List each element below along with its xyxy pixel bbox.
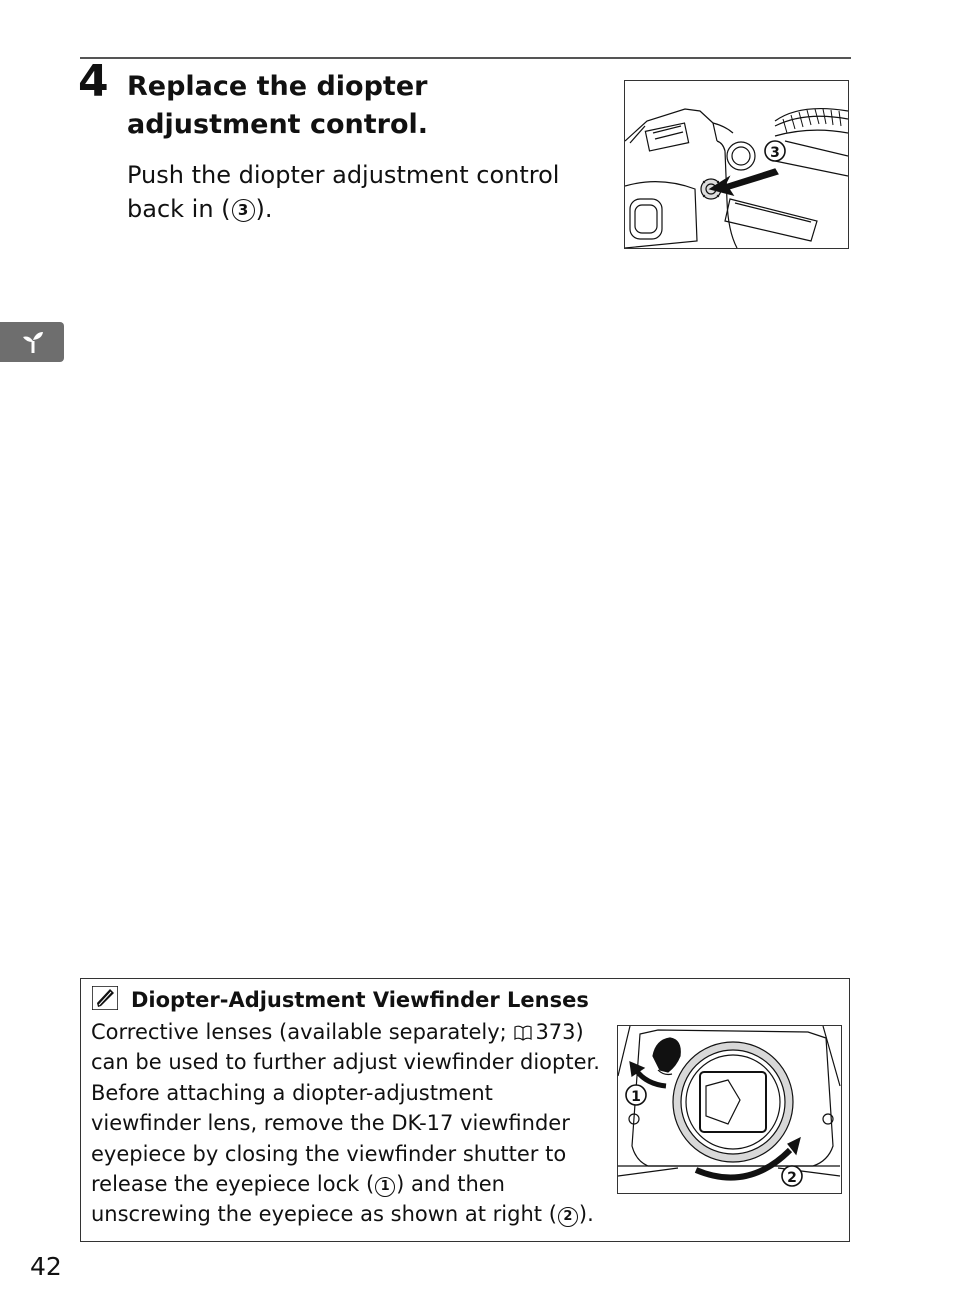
note-text-part: ) can be used to further adjust viewfinder diopter. Before attaching a diopter-adjustment viewfinder lens, remove the DK-17 viewfinder eyepiece by closing the viewfinder shutter to release the eyepiece lock ( bbox=[91, 1020, 600, 1197]
note-text-part: ) and then unscrewing the eyepiece as shown at right ( bbox=[91, 1172, 557, 1227]
figure1-callout: 3 bbox=[770, 145, 780, 161]
note-title: Diopter-Adjustment Viewfinder Lenses bbox=[131, 988, 589, 1012]
section-tab[interactable] bbox=[0, 322, 64, 362]
pencil-icon bbox=[92, 986, 118, 1010]
note-text-part: Corrective lenses (available separately; bbox=[91, 1020, 514, 1044]
step-title: Replace the diopter adjustment control. bbox=[127, 71, 429, 140]
step-text-part: ). bbox=[255, 195, 273, 223]
book-icon bbox=[513, 1025, 533, 1041]
note-box bbox=[80, 978, 850, 1242]
figure2-callout-1: 1 bbox=[631, 1089, 641, 1105]
callout-2: 2 bbox=[558, 1207, 578, 1227]
step-text bbox=[127, 158, 597, 226]
callout-1: 1 bbox=[375, 1177, 395, 1197]
sprout-icon bbox=[22, 329, 44, 355]
note-text-part: ). bbox=[578, 1202, 594, 1227]
page-number: 42 bbox=[30, 1252, 62, 1281]
callout-3: 3 bbox=[232, 199, 255, 222]
eyepiece-illustration bbox=[617, 1025, 842, 1194]
step-number: 4 bbox=[78, 56, 109, 107]
figure2-callout-2: 2 bbox=[787, 1170, 797, 1186]
diopter-control-illustration bbox=[624, 80, 849, 249]
page-reference[interactable]: 373 bbox=[535, 1020, 576, 1044]
note-text bbox=[91, 1017, 601, 1230]
step-text-part: Push the diopter adjustment control back in ( bbox=[127, 161, 560, 223]
top-rule bbox=[80, 57, 851, 59]
